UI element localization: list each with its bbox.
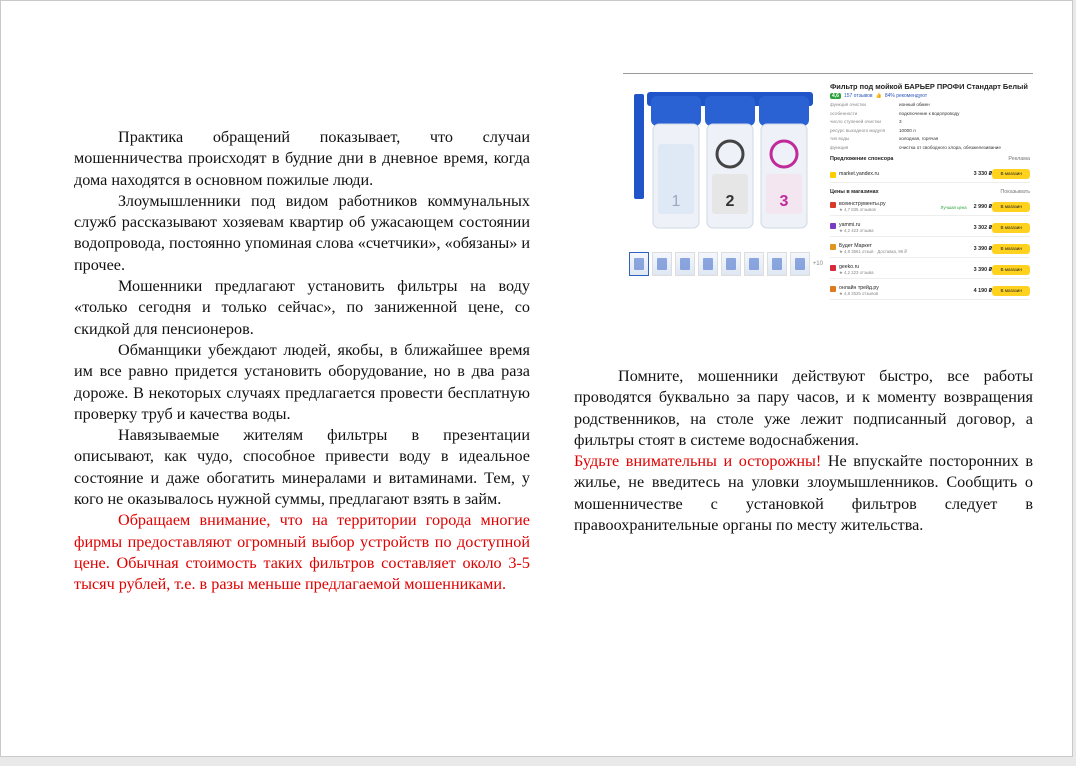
store-name[interactable]: всеинструменты.ру <box>839 201 886 207</box>
filter-number-1: 1 <box>671 193 681 210</box>
paragraph: Помните, мошенники действуют быстро, все работы проводятся буквально за пару часов, и к моменту возвращения родственников, на столе уже лежит подписанный договор, а фильтры стоят в системе водоснабжения. <box>574 367 1033 449</box>
thumbs-up-icon: 👍 <box>875 93 882 99</box>
spec-key: тип воды <box>830 136 850 141</box>
store-name[interactable]: market.yandex.ru <box>839 170 880 177</box>
paragraph: Практика обращений показывает, что случаи мошенничества происходят в будние дни в дневное время, когда дома находятся в основном пожилые люди. <box>74 128 530 189</box>
thumbnail[interactable] <box>790 252 810 276</box>
warning-paragraph: Обращаем внимание, что на территории города многие фирмы предоставляют огромный выбор устройств по доступной цене. Обычная стоимость таких фильтров составляет около 3-5 тысяч рублей, т.е. в разы меньше предлагаемой мошенниками. <box>74 511 530 594</box>
spec-value: холодная, горячая <box>899 136 939 141</box>
spec-value: 10000 л <box>899 127 916 133</box>
paragraph: Обманщики убеждают людей, якобы, в ближайшее время им все равно придется установить оборудование, но в два раза дороже. В некоторых случаях предлагается провести бесплатную проверку труб и качества воды. <box>74 340 530 423</box>
store-price: 4 190 ₽ <box>973 288 993 294</box>
spec-row <box>830 119 1030 125</box>
filter-number-2: 2 <box>725 193 735 210</box>
sponsor-offer <box>830 166 1030 183</box>
stores-title: Цены в магазинах <box>830 189 879 195</box>
store-offer <box>830 220 1030 237</box>
thumbnail[interactable] <box>629 252 649 276</box>
recommend-text: 84% рекомендуют <box>884 93 928 99</box>
thumbnail[interactable] <box>721 252 741 276</box>
store-price: 3 330 ₽ <box>973 171 993 177</box>
store-logo-icon <box>830 202 836 208</box>
store-rating: ★ 4,2 223 отзыва <box>839 270 874 275</box>
product-info <box>830 82 1030 300</box>
paragraph: Мошенники предлагают установить фильтры на воду «только сегодня и только сейчас», по заниженной цене, со скидкой для пенсионеров. <box>74 277 530 338</box>
spec-value: очистка от свободного хлора, обезжелезивание <box>899 144 1001 150</box>
ad-label: Реклама <box>1008 156 1030 162</box>
filter-photo <box>629 82 823 250</box>
spec-value: ионный обмен <box>899 102 930 107</box>
right-column <box>574 366 1033 536</box>
store-offer <box>830 283 1030 300</box>
store-logo-icon <box>830 265 836 271</box>
spec-row <box>830 102 1030 108</box>
thumbnail[interactable] <box>767 252 787 276</box>
spec-key: особенности <box>830 110 858 116</box>
thumbnail-strip <box>629 252 823 278</box>
best-price-label: Лучшая цена <box>940 204 967 210</box>
market-logo-icon <box>830 172 836 178</box>
paragraph: Злоумышленники под видом работников коммунальных служб рассказывают хозяевам квартир об ужасающем состоянии водопровода, постоянно упоминая слова «счетчики», «обязаны» и прочее. <box>74 191 530 274</box>
warning-text: Не впускайте посторонних в жилье, не введитесь на уловки злоумышленников. Сообщить о мошенничестве с установкой фильтров следует в правоохранительные органы по месту жительства. <box>574 452 1033 535</box>
store-rating: ★ 4,8 2525 отзывов <box>839 291 879 296</box>
store-logo-icon <box>830 244 836 250</box>
store-price: 3 302 ₽ <box>973 225 993 231</box>
store-price: 2 990 ₽ <box>973 204 993 210</box>
warning-paragraph <box>574 451 1033 536</box>
product-title[interactable]: Фильтр под мойкой БАРЬЕР ПРОФИ Стандарт Белый <box>830 82 1028 91</box>
to-store-button[interactable]: В магазин <box>992 244 1030 254</box>
spec-key: ресурс выходного модуля <box>830 127 886 133</box>
spec-list <box>830 102 1030 150</box>
spec-key: число ступеней очистки <box>830 119 881 124</box>
stores-section-header <box>830 189 1030 195</box>
store-list <box>830 199 1030 300</box>
thumbnail[interactable] <box>652 252 672 276</box>
spec-row <box>830 145 1030 151</box>
store-name[interactable]: онлайн трейд.ру <box>839 285 879 291</box>
paragraph: Навязываемые жителям фильтры в презентации описывают, как чудо, способное привести воду в идеальное состояние и даже обогатить минералами и витаминами. Тем, у кого не оказывалось нужной суммы, предлагают взять в займ. <box>74 426 530 509</box>
store-offer <box>830 241 1030 258</box>
store-name[interactable]: geeko.ru <box>839 264 860 270</box>
product-screenshot <box>623 73 1033 346</box>
stores-more-link[interactable]: Показывать <box>1000 189 1030 195</box>
to-store-button[interactable]: В магазин <box>992 265 1030 275</box>
store-rating: ★ 4,2 423 отзыва <box>839 228 874 233</box>
more-thumbnails-count[interactable]: +10 <box>812 261 823 267</box>
left-column <box>74 127 530 596</box>
store-offer <box>830 262 1030 279</box>
thumbnail[interactable] <box>698 252 718 276</box>
spec-value: 3 <box>899 119 902 124</box>
thumbnail[interactable] <box>744 252 764 276</box>
store-logo-icon <box>830 223 836 229</box>
spec-row <box>830 136 1030 142</box>
to-store-button[interactable]: В магазин <box>992 202 1030 212</box>
filter-number-3: 3 <box>779 193 789 210</box>
reviews-link[interactable]: 157 отзывов <box>843 93 873 99</box>
to-store-button[interactable]: В магазин <box>992 286 1030 296</box>
warning-highlight: Будьте внимательны и осторожны! <box>574 452 822 471</box>
to-store-button[interactable]: В магазин <box>992 223 1030 233</box>
sponsor-title: Предложение спонсора <box>830 156 894 162</box>
rating-badge: 4,6 <box>832 93 839 99</box>
product-rating <box>830 93 1030 99</box>
store-rating: ★ 4,8 3561 отзыв · Доставка, 99 ₽ <box>839 249 907 254</box>
sponsor-section-header <box>830 156 1030 162</box>
spec-row <box>830 128 1030 134</box>
store-name[interactable]: yammi.ru <box>839 222 861 228</box>
spec-key: функция очистки <box>830 102 866 107</box>
store-name[interactable]: Будет Маркет <box>839 243 872 249</box>
spec-row <box>830 111 1030 117</box>
spec-value: подключение к водопроводу <box>899 110 960 116</box>
store-price: 3 390 ₽ <box>973 246 993 252</box>
spec-key: функция <box>830 144 849 150</box>
thumbnail[interactable] <box>675 252 695 276</box>
store-price: 3 390 ₽ <box>973 267 993 273</box>
store-rating: ★ 4,7 835 отзывов <box>839 207 876 212</box>
store-offer <box>830 199 1030 216</box>
to-store-button[interactable]: В магазин <box>992 169 1030 179</box>
store-logo-icon <box>830 286 836 292</box>
